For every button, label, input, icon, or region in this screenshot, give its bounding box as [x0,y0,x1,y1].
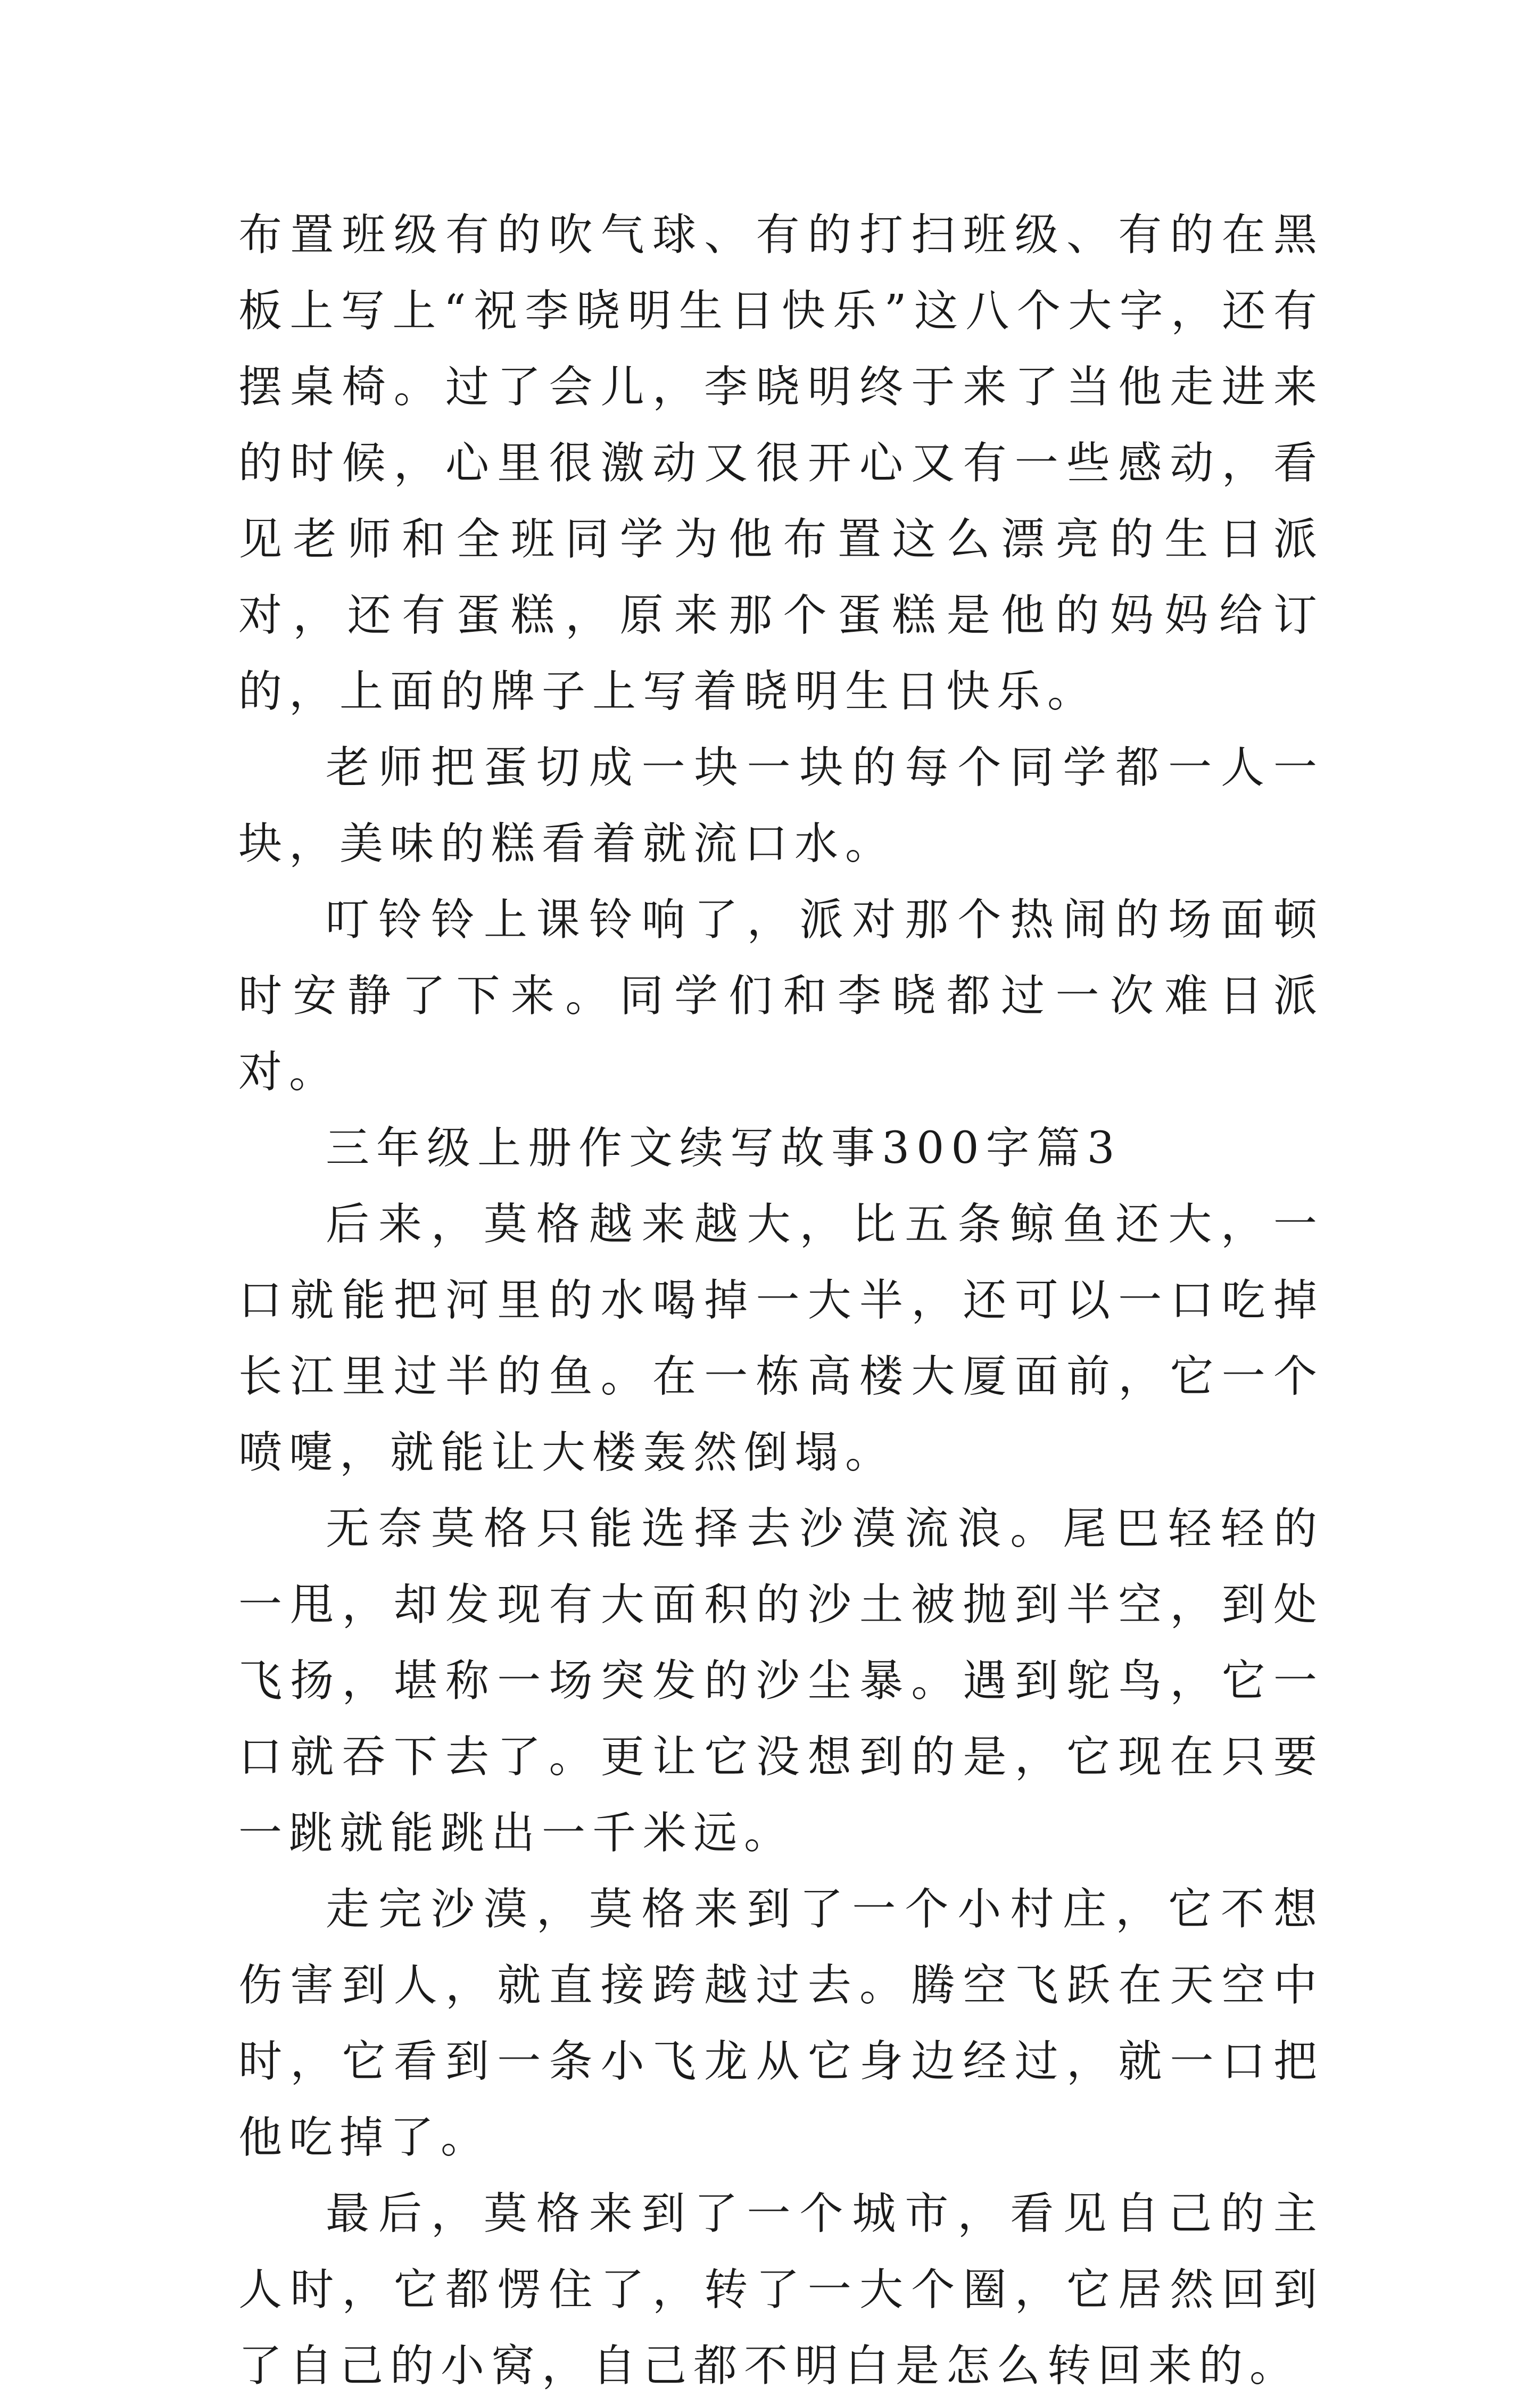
paragraph-continued: 布置班级有的吹气球、有的打扫班级、有的在黑板上写上“祝李晓明生日快乐”这八个大字，还有摆桌椅。过了会儿，李晓明终于来了当他走进来的时候，心里很激动又很开心又有一些感动，看见老师和全班同学为他布置这么漂亮的生日派对，还有蛋糕，原来那个蛋糕是他的妈妈给订的，上面的牌子上写着晓明生日快乐。 [238,210,1324,717]
paragraph: 最后，莫格来到了一个城市，看见自己的主人时，它都愣住了，转了一大个圈，它居然回到了自己的小窝，自己都不明白是怎么转回来的。 [238,2188,1324,2391]
paragraph: 走完沙漠，莫格来到了一个小村庄，它不想伤害到人，就直接跨越过去。腾空飞跃在天空中时，它看到一条小飞龙从它身边经过，就一口把他吃掉了。 [238,1884,1324,2163]
paragraph: 叮铃铃上课铃响了，派对那个热闹的场面顿时安静了下来。同学们和李晓都过一次难日派对。 [238,895,1324,1097]
paragraph: 老师把蛋切成一块一块的每个同学都一人一块，美味的糕看着就流口水。 [238,742,1324,869]
section-heading: 三年级上册作文续写故事300字篇3 [326,1123,1122,1174]
paragraph: 后来，莫格越来越大，比五条鲸鱼还大，一口就能把河里的水喝掉一大半，还可以一口吃掉长江里过半的鱼。在一栋高楼大厦面前，它一个喷嚏，就能让大楼轰然倒塌。 [238,1199,1324,1478]
document-body [238,197,1324,2404]
paragraph: 无奈莫格只能选择去沙漠流浪。尾巴轻轻的一甩，却发现有大面积的沙土被抛到半空，到处飞扬，堪称一场突发的沙尘暴。遇到鸵鸟，它一口就吞下去了。更让它没想到的是，它现在只要一跳就能跳出一千米远。 [238,1503,1324,1858]
